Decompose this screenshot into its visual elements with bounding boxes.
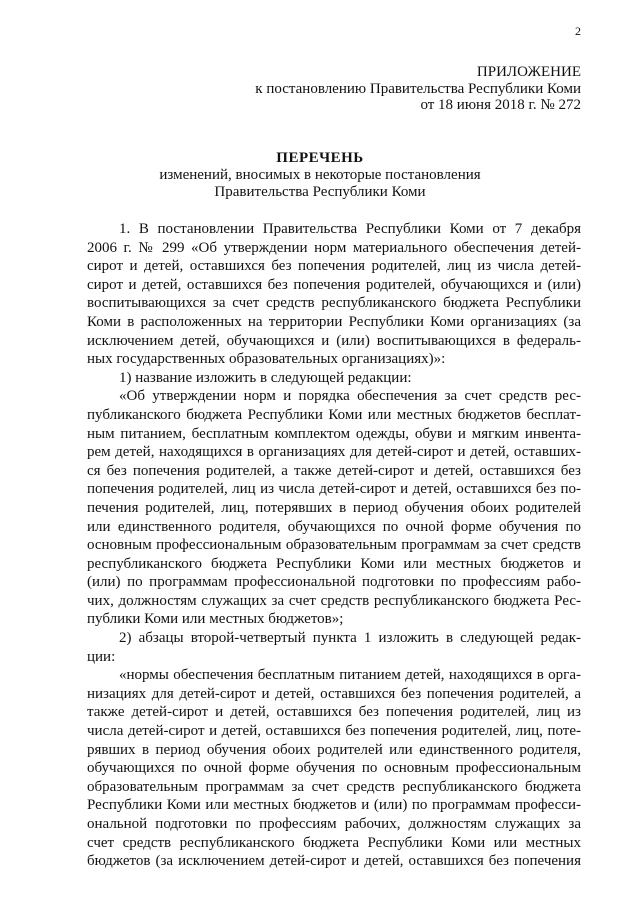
text-line: исключением детей, обучающихся и (или) воспитывающихся в федераль- <box>87 332 581 349</box>
text-line: (или) по программам профессиональной подготовки по профессиям рабо- <box>87 574 581 591</box>
appendix-date-line: от 18 июня 2018 г. № 272 <box>420 97 581 113</box>
text-line: публиканского бюджета Республики Коми или местных бюджетов бесплат- <box>87 406 581 423</box>
appendix-block <box>255 64 581 114</box>
text-line: Коми в расположенных на территории Республики Коми организациях (за <box>87 313 581 330</box>
text-line: низациях для детей-сирот и детей, оставшихся без попечения родителей, а <box>87 685 581 702</box>
text-line: сирот и детей, оставшихся без попечения родителей, обучающихся и (или) <box>87 276 581 293</box>
text-line: или единственного родителя, обучающихся по очной форме обучения по <box>87 518 581 535</box>
document-subtitle-line-1: изменений, вносимых в некоторые постановления <box>159 166 481 183</box>
text-line: публики Коми или местных бюджетов»; <box>87 611 344 628</box>
text-line: сирот и детей, оставшихся без попечения родителей, лиц из числа детей- <box>87 258 581 275</box>
text-line: республиканского бюджета Республики Коми или местных бюджетов и <box>87 555 581 572</box>
text-line: бюджетов (за исключением детей-сирот и детей, оставшихся без попечения <box>87 853 581 870</box>
text-line: попечения родителей, лиц из числа детей-сирот и детей, оставшихся без по- <box>87 481 581 498</box>
text-line: также детей-сирот и детей, оставшихся без попечения родителей, лиц из <box>87 704 581 721</box>
text-line: чих, должностям служащих за счет средств республиканского бюджета Рес- <box>87 592 581 609</box>
document-body <box>87 220 581 871</box>
text-line: 2006 г. № 299 «Об утверждении норм материального обеспечения детей- <box>87 239 581 256</box>
appendix-resolution-line: к постановлению Правительства Республики Коми <box>255 80 581 97</box>
text-line: рем детей, находящихся в организациях для детей-сирот и детей, оставших- <box>87 444 581 461</box>
text-line: ональной подготовки по профессиям рабочих, должностям служащих за <box>87 816 581 832</box>
document-heading <box>60 150 580 200</box>
text-line: счет средств республиканского бюджета Республики Коми или местных <box>87 834 581 851</box>
text-line: ции: <box>87 648 116 665</box>
document-subtitle-line-2: Правительства Республики Коми <box>214 183 426 200</box>
text-line: ся без попечения родителей, а также детей-сирот и детей, оставшихся без <box>87 462 581 479</box>
text-line: воспитывающихся за счет средств республиканского бюджета Республики <box>87 295 581 312</box>
text-line: ных государственных образовательных организациях)»: <box>87 351 446 368</box>
text-line: рявших в период обучения обоих родителей или единственного родителя, <box>87 741 581 758</box>
text-line: обучающихся по очной форме обучения по основным профессиональным <box>87 760 581 777</box>
text-line: образовательным программам за счет средств республиканского бюджета <box>87 778 581 795</box>
text-line: 1) название изложить в следующей редакции: <box>119 369 412 386</box>
text-line: 2) абзацы второй-четвертый пункта 1 изложить в следующей редак- <box>119 630 581 647</box>
text-line: 1. В постановлении Правительства Республики Коми от 7 декабря <box>119 221 581 237</box>
appendix-title: ПРИЛОЖЕНИЕ <box>476 64 581 80</box>
text-line: числа детей-сирот и детей, оставшихся без попечения родителей, лиц, поте- <box>87 723 581 740</box>
text-line: печения родителей, лиц, потерявших в период обучения обоих родителей <box>87 499 581 516</box>
text-line: ным питанием, бесплатным комплектом одежды, обуви и мягким инвента- <box>87 425 581 442</box>
text-line: «нормы обеспечения бесплатным питанием детей, находящихся в орга- <box>119 667 581 684</box>
text-line: основным профессиональным образовательным программам за счет средств <box>87 537 581 554</box>
text-line: Республики Коми или местных бюджетов и (или) по программам професси- <box>87 797 581 814</box>
text-line: «Об утверждении норм и порядка обеспечения за счет средств рес- <box>119 388 581 405</box>
page-number: 2 <box>575 24 581 38</box>
document-title: ПЕРЕЧЕНЬ <box>276 150 364 166</box>
